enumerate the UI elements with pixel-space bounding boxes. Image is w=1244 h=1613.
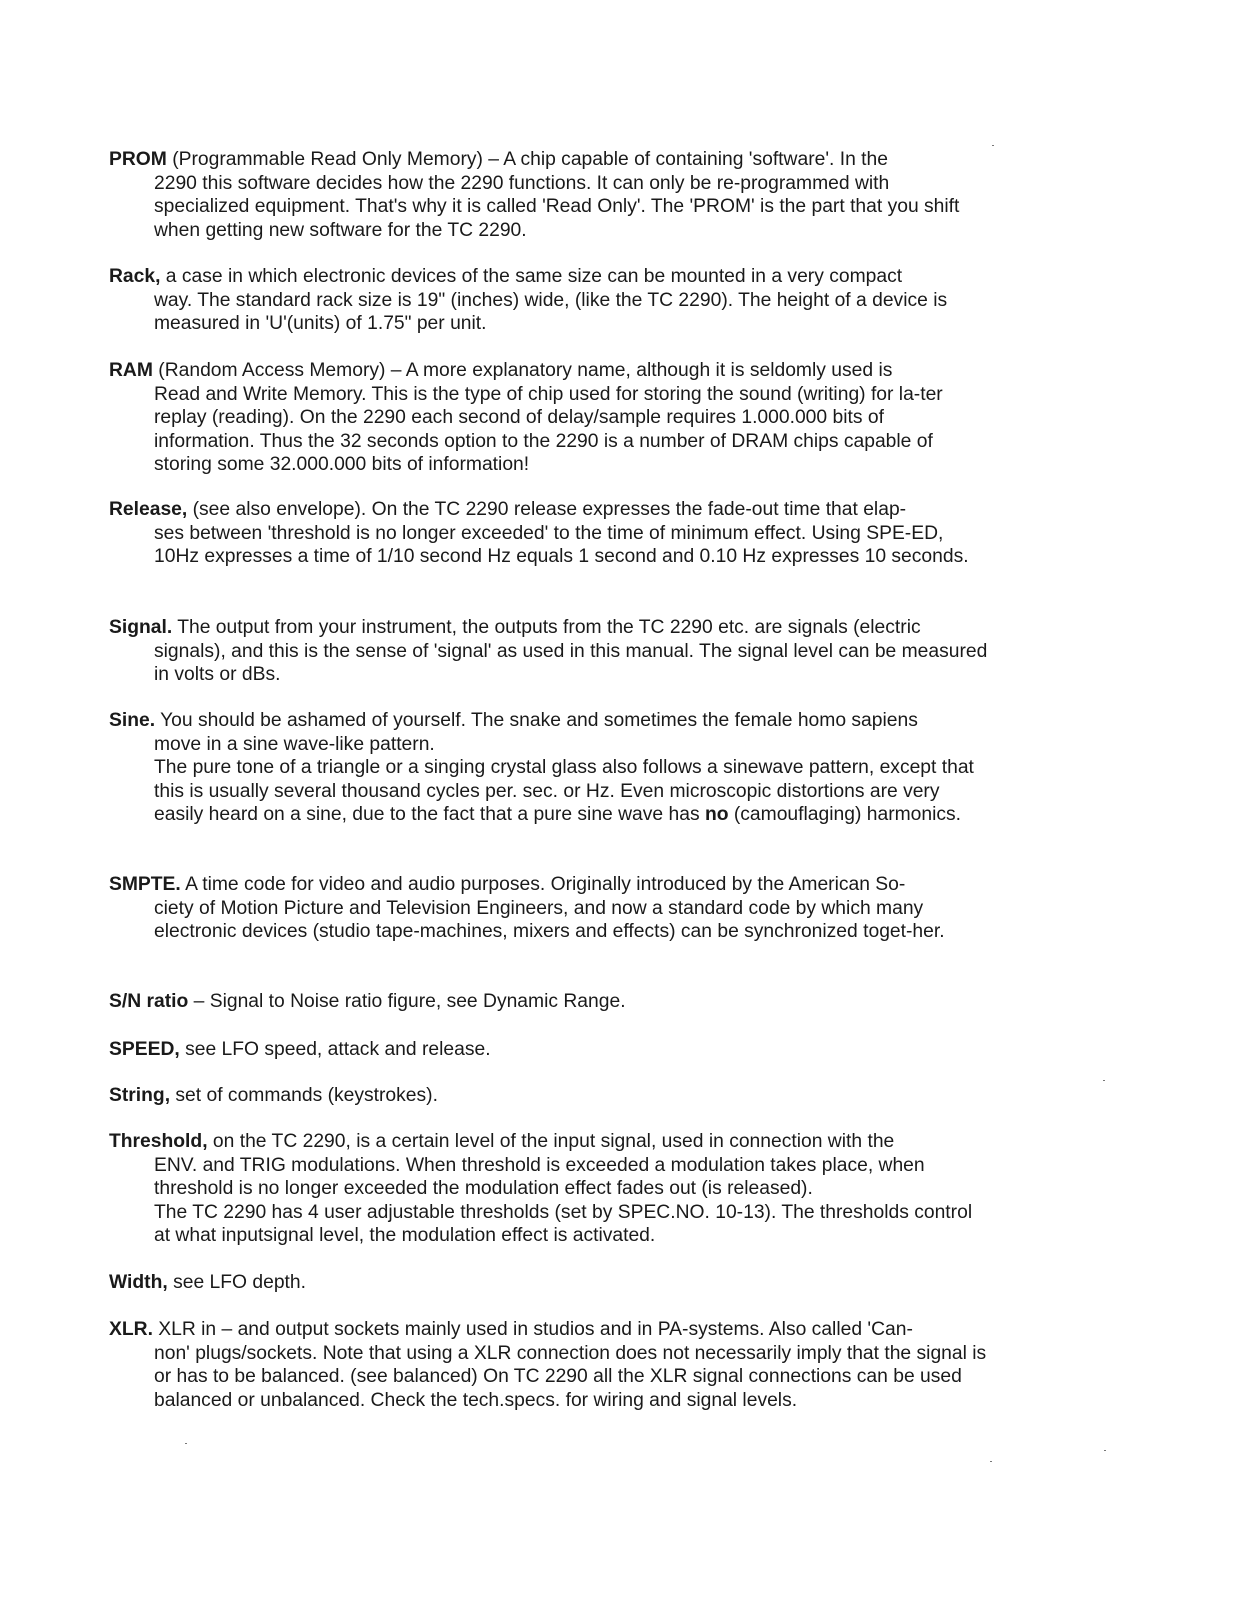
entry-continuation-paragraph xyxy=(109,756,989,827)
scan-speck xyxy=(1103,1080,1105,1081)
entry-first-line: on the TC 2290, is a certain level of the input signal, used in connection with the xyxy=(207,1131,895,1152)
glossary-entry-signal xyxy=(109,616,989,687)
glossary-entry-sn-ratio xyxy=(109,990,989,1014)
glossary-entry-smpte xyxy=(109,873,989,944)
glossary-entry-width xyxy=(109,1271,989,1295)
entry-term: String, xyxy=(109,1085,171,1106)
scan-speck xyxy=(990,1461,992,1462)
glossary-entry-speed xyxy=(109,1038,989,1062)
entry-term: SPEED, xyxy=(109,1039,180,1060)
entry-term: Width, xyxy=(109,1272,168,1293)
entry-first-line: (see also envelope). On the TC 2290 release expresses the fade-out time that elap- xyxy=(187,499,907,520)
entry-continuation: move in a sine wave-like pattern. xyxy=(154,733,435,755)
entry-continuation: signals), and this is the sense of 'signal' as used in this manual. The signal level can be measured in volts or dBs. xyxy=(154,640,988,686)
entry-term: Release, xyxy=(109,499,188,520)
scan-speck xyxy=(992,145,994,146)
paragraph-text: The pure tone of a triangle or a singing crystal glass also follows a sinewave pattern, except that this is usually several thousand cycles per. sec. or Hz. Even microscopic distortions are very easily heard on a sine, due to the fact that a pure sine wave has xyxy=(154,757,974,826)
scan-speck xyxy=(1104,1450,1106,1451)
entry-continuation: 2290 this software decides how the 2290 functions. It can only be re-programmed with specialized equipment. That's why it is called 'Read Only'. The 'PROM' is the part that you shift when getting new software for the TC 2290. xyxy=(154,172,960,241)
entry-first-line: You should be ashamed of yourself. The snake and sometimes the female homo sapiens xyxy=(155,710,918,731)
entry-continuation: ciety of Motion Picture and Television Engineers, and now a standard code by which many electronic devices (studio tape-machines, mixers and effects) can be synchronized toget-her. xyxy=(154,897,945,943)
entry-continuation: way. The standard rack size is 19" (inches) wide, (like the TC 2290). The height of a device is measured in 'U'(units) of 1.75" per unit. xyxy=(154,289,948,335)
entry-term: SMPTE. xyxy=(109,874,181,895)
entry-continuation: ENV. and TRIG modulations. When threshold is exceeded a modulation takes place, when threshold is no longer exceeded the modulation effect fades out (is released). xyxy=(154,1154,925,1200)
entry-first-line: A time code for video and audio purposes. Originally introduced by the American So- xyxy=(180,874,906,895)
entry-first-line: (Programmable Read Only Memory) – A chip capable of containing 'software'. In the xyxy=(166,149,888,170)
entry-first-line: a case in which electronic devices of the same size can be mounted in a very compact xyxy=(160,266,903,287)
emphasis-word: no xyxy=(704,804,729,826)
entry-term: Signal. xyxy=(109,617,173,638)
glossary-entry-sine xyxy=(109,709,989,827)
entry-first-line: XLR in – and output sockets mainly used in studios and in PA-systems. Also called 'Can- xyxy=(152,1319,913,1340)
entry-continuation: non' plugs/sockets. Note that using a XLR connection does not necessarily imply that the signal is or has to be balanced. (see balanced) On TC 2290 all the XLR signal connections can be used balanced or unbalanced. Check the tech.specs. for wiring and signal levels. xyxy=(154,1342,987,1411)
entry-continuation-paragraph: The TC 2290 has 4 user adjustable thresholds (set by SPEC.NO. 10-13). The thresholds control at what inputsignal level, the modulation effect is activated. xyxy=(154,1201,973,1247)
scan-speck xyxy=(185,1443,187,1444)
entry-term: Sine. xyxy=(109,710,156,731)
entry-term: Threshold, xyxy=(109,1131,208,1152)
glossary-entry-ram xyxy=(109,359,989,477)
entry-first-line: set of commands (keystrokes). xyxy=(170,1085,438,1106)
entry-first-line: see LFO depth. xyxy=(167,1272,306,1293)
entry-first-line: see LFO speed, attack and release. xyxy=(179,1039,491,1060)
glossary-entry-string xyxy=(109,1084,989,1108)
entry-term: XLR. xyxy=(109,1319,153,1340)
entry-term: RAM xyxy=(109,360,153,381)
entry-term: S/N ratio xyxy=(109,991,189,1012)
entry-first-line: The output from your instrument, the outputs from the TC 2290 etc. are signals (electric xyxy=(172,617,921,638)
entry-term: Rack, xyxy=(109,266,161,287)
entry-continuation: ses between 'threshold is no longer exceeded' to the time of minimum effect. Using SPE-ED, 10Hz expresses a time of 1/10 second Hz equals 1 second and 0.10 Hz expresses 10 seconds. xyxy=(154,522,969,568)
glossary-entry-release xyxy=(109,498,989,569)
entry-term: PROM xyxy=(109,149,167,170)
entry-first-line: – Signal to Noise ratio figure, see Dynamic Range. xyxy=(188,991,626,1012)
entry-first-line: (Random Access Memory) – A more explanatory name, although it is seldomly used is xyxy=(152,360,893,381)
glossary-entry-rack xyxy=(109,265,989,336)
glossary-entry-xlr xyxy=(109,1318,989,1412)
glossary-entry-threshold xyxy=(109,1130,989,1248)
glossary-entry-prom xyxy=(109,148,989,242)
paragraph-text-end: (camouflaging) harmonics. xyxy=(728,804,962,826)
entry-continuation: Read and Write Memory. This is the type of chip used for storing the sound (writing) for la-ter replay (reading). On the 2290 each second of delay/sample requires 1.000.000 bits of information. Thus the 32 seconds option to the 2290 is a number of DRAM chips capable of storing some 32.000.000 bits of information! xyxy=(154,383,943,476)
